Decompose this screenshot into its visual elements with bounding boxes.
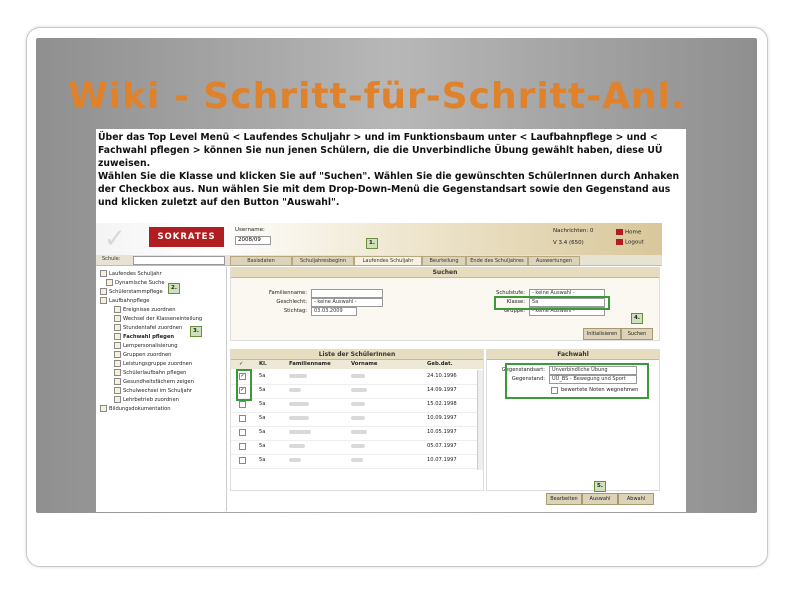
bewertete-noten-label: bewertete Noten wegnehmen — [561, 387, 639, 393]
tree-item-gesundheit[interactable] — [114, 378, 194, 385]
top-level-menu — [96, 255, 662, 266]
row-checkbox[interactable] — [239, 429, 246, 436]
page-icon — [114, 351, 121, 358]
row-klasse: 5a — [259, 429, 266, 435]
table-row[interactable] — [231, 454, 483, 469]
annotation-5: 5. — [594, 481, 606, 492]
school-year-field[interactable]: 2008/09 — [235, 236, 271, 245]
table-row[interactable] — [231, 412, 483, 427]
klasse-select[interactable]: 5a — [529, 298, 605, 307]
gegenstandsart-select[interactable]: Unverbindliche Übung — [549, 366, 637, 375]
check-logo-icon: ✓ — [104, 224, 126, 254]
row-klasse: 5a — [259, 401, 266, 407]
folder-icon — [100, 270, 107, 277]
app-header — [96, 223, 662, 255]
tree-label: Leistungsgruppe zuordnen — [123, 361, 193, 367]
table-row[interactable] — [231, 426, 483, 441]
tree-label: Lehrbetrieb zuordnen — [123, 397, 179, 403]
tree-item-leistungsgruppe[interactable] — [114, 360, 192, 367]
tree-item-laufendes-schuljahr[interactable] — [100, 270, 162, 277]
row-checkbox[interactable]: ✓ — [240, 373, 245, 379]
fachwahl-panel — [486, 349, 660, 491]
annotation-4: 4. — [631, 313, 643, 324]
annotation-2: 2. — [168, 283, 180, 294]
tree-item-stundentafel[interactable] — [114, 324, 182, 331]
tree-label: Stundentafel zuordnen — [123, 325, 183, 331]
stichtag-label: Stichtag: — [283, 308, 307, 314]
row-vorname — [351, 457, 363, 463]
page-icon — [114, 387, 121, 394]
folder-icon — [100, 288, 107, 295]
logout-link[interactable] — [616, 239, 644, 246]
tree-item-laufbahnpflege[interactable] — [100, 297, 149, 304]
table-row[interactable] — [231, 370, 483, 385]
col-familienname: Familienname — [289, 361, 331, 367]
gegenstand-label: Gegenstand: — [511, 376, 545, 382]
row-checkbox[interactable]: ✓ — [240, 387, 245, 393]
tree-item-schuelerlaufbahn[interactable] — [114, 369, 186, 376]
row-familienname — [289, 429, 311, 435]
table-row[interactable] — [231, 440, 483, 455]
row-vorname — [351, 443, 365, 449]
annotation-3: 3. — [190, 326, 202, 337]
student-list — [230, 349, 484, 491]
page-icon — [114, 360, 121, 367]
tree-item-lehrbetrieb[interactable] — [114, 396, 179, 403]
row-vorname — [351, 387, 367, 393]
home-icon — [616, 229, 623, 235]
row-gebdat: 24.10.1996 — [427, 373, 457, 379]
row-vorname — [351, 401, 365, 407]
search-panel — [230, 267, 660, 341]
col-klasse: Kl. — [259, 361, 267, 367]
logout-icon — [616, 239, 623, 245]
school-select[interactable] — [133, 256, 225, 265]
student-list-heading: Liste der SchülerInnen — [231, 350, 483, 360]
tab-ende-des-schuljahres[interactable]: Ende des Schuljahres — [466, 256, 528, 266]
table-row[interactable] — [231, 384, 483, 399]
tab-basisdaten[interactable]: Basisdaten — [230, 256, 292, 266]
tree-item-lernpersonalisierung[interactable] — [114, 342, 178, 349]
tree-label: Laufbahnpflege — [109, 298, 150, 304]
gegenstand-select[interactable]: UÜ_BS - Bewegung und Sport — [549, 375, 637, 384]
bearbeiten-button[interactable]: Bearbeiten — [546, 493, 582, 505]
row-familienname — [289, 401, 309, 407]
suchen-button[interactable]: Suchen — [621, 328, 653, 340]
folder-icon — [100, 405, 107, 412]
row-gebdat: 10.07.1997 — [427, 457, 457, 463]
tab-schuljahresbeginn[interactable]: Schuljahresbeginn — [292, 256, 354, 266]
annotation-1: 1. — [366, 238, 378, 249]
familienname-label: Familienname: — [268, 290, 307, 296]
tab-auswertungen[interactable]: Auswertungen — [528, 256, 580, 266]
row-gebdat: 15.02.1998 — [427, 401, 457, 407]
username-label: Username: — [235, 227, 265, 233]
familienname-input[interactable] — [311, 289, 383, 298]
row-klasse: 5a — [259, 373, 266, 379]
tree-item-bildungsdokumentation[interactable] — [100, 405, 171, 412]
row-familienname — [289, 387, 301, 393]
tree-item-gruppen[interactable] — [114, 351, 171, 358]
page-icon — [114, 396, 121, 403]
geschlecht-select[interactable]: - keine Auswahl - — [311, 298, 383, 307]
gegenstandsart-label: Gegenstandsart: — [501, 367, 545, 373]
row-vorname — [351, 373, 365, 379]
tree-label: Gesundheitsfächern zeigen — [123, 379, 194, 385]
function-tree — [98, 267, 227, 511]
row-klasse: 5a — [259, 415, 266, 421]
row-familienname — [289, 415, 309, 421]
tree-label: Schulwechsel im Schuljahr — [123, 388, 193, 394]
tree-item-dynamische-suche[interactable] — [106, 279, 165, 286]
row-gebdat: 14.09.1997 — [427, 387, 457, 393]
student-list-scrollbar[interactable] — [477, 370, 483, 470]
tree-label: Dynamische Suche — [115, 280, 165, 286]
page-icon — [114, 324, 121, 331]
table-row[interactable] — [231, 398, 483, 413]
col-vorname: Vorname — [351, 361, 378, 367]
logout-label: Logout — [625, 239, 644, 246]
row-gebdat: 10.05.1997 — [427, 429, 457, 435]
nachrichten-count[interactable]: Nachrichten: 0 — [553, 228, 594, 234]
page-icon — [114, 306, 121, 313]
klasse-highlight — [494, 296, 610, 310]
geschlecht-label: Geschlecht: — [276, 299, 307, 305]
row-vorname — [351, 415, 365, 421]
col-gebdat: Geb.dat. — [427, 361, 453, 367]
page-icon — [114, 369, 121, 376]
tree-label: Laufendes Schuljahr — [109, 271, 162, 277]
home-label: Home — [625, 229, 642, 236]
row-familienname — [289, 443, 305, 449]
row-familienname — [289, 373, 307, 379]
page-icon — [114, 378, 121, 385]
row-klasse: 5a — [259, 457, 266, 463]
tree-label: Ereignisse zuordnen — [123, 307, 176, 313]
tree-item-klasseneinteilung[interactable] — [114, 315, 202, 322]
school-label: Schule: — [102, 256, 121, 262]
tree-item-fachwahl-pflegen[interactable] — [114, 333, 174, 340]
home-link[interactable] — [616, 229, 641, 236]
search-heading: Suchen — [231, 268, 659, 278]
row-klasse: 5a — [259, 443, 266, 449]
instruction-paragraph-2: Wählen Sie die Klasse und klicken Sie auf "Suchen". Wählen Sie die gewünschten SchülerInnen durch Anhaken der Checkbox aus. Nun wählen Sie mit dem Drop-Down-Menü die Gegenstandsart sowie den Gegenstand aus und klicken zuletzt auf den Button "Auswahl". — [98, 171, 680, 208]
tree-item-ereignisse[interactable] — [114, 306, 175, 313]
sokrates-logo: SOKRATES — [149, 227, 224, 247]
row-familienname — [289, 457, 301, 463]
checkbox-highlight — [236, 369, 252, 401]
tree-label: Lernpersonalisierung — [123, 343, 178, 349]
app-screenshot — [96, 223, 662, 511]
slide-content — [96, 129, 686, 512]
page-icon — [114, 342, 121, 349]
klasse-label: Klasse: — [506, 299, 525, 305]
tab-beurteilung[interactable]: Beurteilung — [422, 256, 466, 266]
tree-label: Gruppen zuordnen — [123, 352, 172, 358]
fachwahl-highlight — [505, 363, 649, 399]
main-area — [230, 267, 660, 511]
page-icon — [106, 279, 113, 286]
schulstufe-label: Schulstufe: — [496, 290, 525, 296]
gruppe-label: Gruppe: — [504, 308, 525, 314]
row-checkbox[interactable] — [239, 415, 246, 422]
tree-item-schuelerstammpflege[interactable] — [100, 288, 163, 295]
tree-item-schulwechsel[interactable] — [114, 387, 192, 394]
page-icon — [114, 333, 121, 340]
select-all-checkbox[interactable]: ✓ — [239, 361, 244, 367]
row-klasse: 5a — [259, 387, 266, 393]
initialisieren-button[interactable]: Initialisieren — [583, 328, 621, 340]
row-checkbox[interactable] — [239, 401, 246, 408]
slide-title: Wiki - Schritt-für-Schritt-Anl. — [68, 76, 686, 117]
tree-label: Fachwahl pflegen — [123, 334, 175, 340]
version-label: V 3.4 (650) — [553, 240, 584, 246]
row-vorname — [351, 429, 367, 435]
tab-laufendes-schuljahr[interactable]: Laufendes Schuljahr — [354, 256, 422, 266]
stichtag-input[interactable]: 03.03.2009 — [311, 307, 357, 316]
row-checkbox[interactable] — [239, 443, 246, 450]
gruppe-select[interactable]: - keine Auswahl - — [529, 307, 605, 316]
folder-open-icon — [100, 297, 107, 304]
fachwahl-heading: Fachwahl — [487, 350, 659, 360]
tree-label: Bildungsdokumentation — [109, 406, 171, 412]
instruction-paragraph-1: Über das Top Level Menü < Laufendes Schuljahr > und im Funktionsbaum unter < Laufbahnpflege > und < Fachwahl pflegen > können Sie nun jenen Schülern, die die Unverbindliche Übung gewählt haben, diese UÜ zuweisen. — [98, 132, 663, 169]
schulstufe-select[interactable]: - keine Auswahl - — [529, 289, 605, 298]
tree-label: Schülerlaufbahn pflegen — [123, 370, 187, 376]
tree-label: Wechsel der Klasseneinteilung — [123, 316, 203, 322]
tree-label: Schülerstammpflege — [109, 289, 163, 295]
row-gebdat: 05.07.1997 — [427, 443, 457, 449]
page-icon — [114, 315, 121, 322]
row-checkbox[interactable] — [239, 457, 246, 464]
abwahl-button[interactable]: Abwahl — [618, 493, 654, 505]
auswahl-button[interactable]: Auswahl — [582, 493, 618, 505]
row-gebdat: 10.09.1997 — [427, 415, 457, 421]
